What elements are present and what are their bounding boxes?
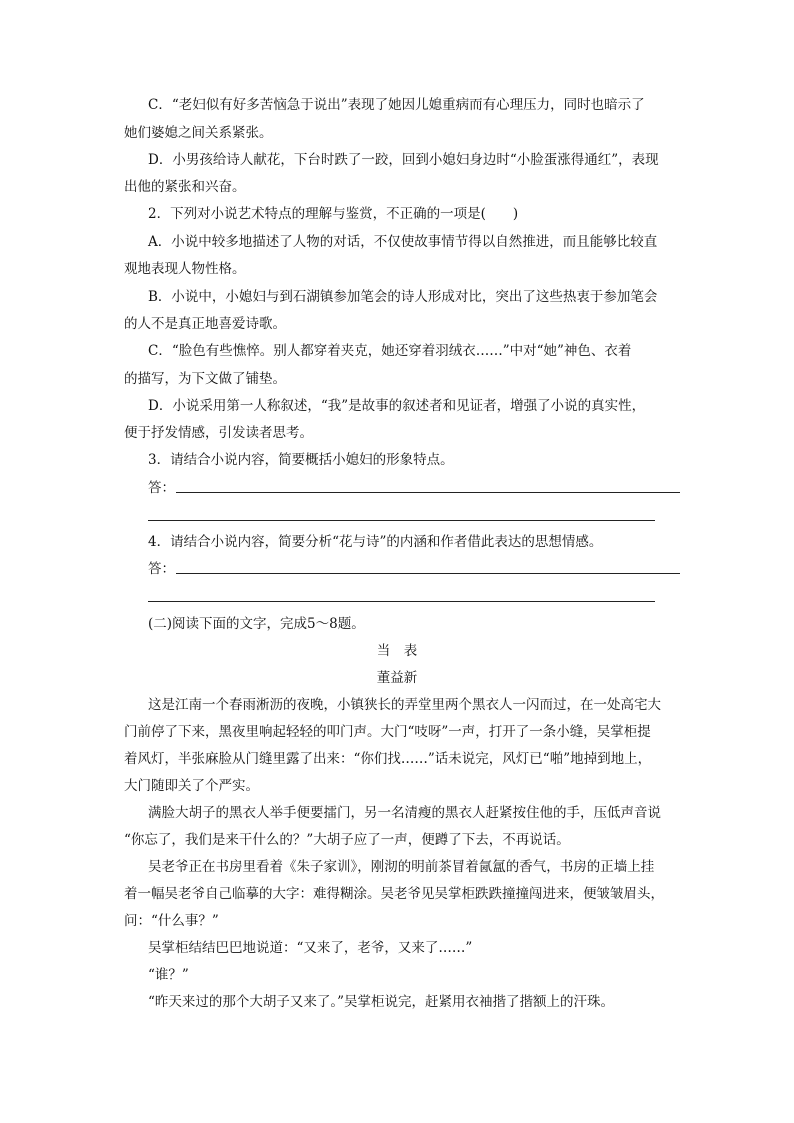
q4-answer-label: 答：	[148, 561, 175, 577]
story-p1-line3: 着风灯，半张麻脸从门缝里露了出来：“你们找……”话未说完，风灯已“啪”地掉到地上，	[124, 751, 652, 767]
story-p5: “谁？”	[148, 967, 189, 983]
q4-answer-line-1[interactable]	[176, 573, 680, 574]
story-p2-line1: 满脸大胡子的黑衣人举手便要擂门，另一名清瘦的黑衣人赶紧按住他的手，压低声音说	[148, 805, 661, 821]
story-p3-line1: 吴老爷正在书房里看着《朱子家训》，刚沏的明前茶冒着氤氲的香气，书房的正墙上挂	[148, 859, 655, 875]
story-p2-line2: “你忘了，我们是来干什么的？”大胡子应了一声，便蹲了下去，不再说话。	[124, 832, 570, 848]
q2-option-c-line2: 的描写，为下文做了铺垫。	[124, 371, 286, 387]
story-author: 董益新	[376, 670, 418, 686]
story-p1-line2: 门前停了下来，黑夜里响起轻轻的叩门声。大门“吱呀”一声，打开了一条小缝，吴掌柜提	[124, 724, 651, 740]
story-p4: 吴掌柜结结巴巴地说道：“又来了，老爷，又来了……”	[148, 940, 473, 956]
q4-stem: 4．请结合小说内容，简要分析“花与诗”的内涵和作者借此表达的思想情感。	[148, 534, 603, 550]
q2-option-a-line2: 观地表现人物性格。	[124, 261, 246, 277]
q3-stem: 3．请结合小说内容，简要概括小媳妇的形象特点。	[148, 452, 454, 468]
q2-option-d-line2: 便于抒发情感，引发读者思考。	[124, 425, 313, 441]
q1-option-d-line2: 出他的紧张和兴奋。	[124, 179, 246, 195]
story-title: 当 表	[376, 643, 418, 659]
q2-option-d-line1: D．小说采用第一人称叙述，“我”是故事的叙述者和见证者，增强了小说的真实性，	[148, 398, 646, 414]
q3-answer-label: 答：	[148, 480, 175, 496]
section2-intro: (二)阅读下面的文字，完成5～8题。	[148, 616, 365, 632]
q2-option-a-line1: A．小说中较多地描述了人物的对话，不仅使故事情节得以自然推进，而且能够比较直	[148, 234, 658, 250]
story-p3-line3: 问：“什么事？”	[124, 913, 219, 929]
q4-answer-line-2[interactable]	[148, 601, 655, 602]
q2-stem: 2．下列对小说艺术特点的理解与鉴赏，不正确的一项是( )	[148, 206, 519, 222]
q3-answer-line-1[interactable]	[176, 492, 680, 493]
story-p1-line1: 这是江南一个春雨淅沥的夜晚，小镇狭长的弄堂里两个黑衣人一闪而过，在一处高宅大	[148, 697, 661, 713]
q1-option-d-line1: D．小男孩给诗人献花，下台时跌了一跤，回到小媳妇身边时“小脸蛋涨得通红”，表现	[148, 152, 659, 168]
story-p6: “昨天来过的那个大胡子又来了。”吴掌柜说完，赶紧用衣袖揩了揩额上的汗珠。	[148, 994, 615, 1010]
q1-option-c-line1: C．“老妇似有好多苦恼急于说出”表现了她因儿媳重病而有心理压力，同时也暗示了	[148, 97, 645, 113]
story-p3-line2: 着一幅吴老爷自己临摹的大字：难得糊涂。吴老爷见吴掌柜跌跌撞撞闯进来，便皱皱眉头，	[124, 886, 664, 902]
q2-option-c-line1: C．“脸色有些憔悴。别人都穿着夹克，她还穿着羽绒衣……”中对“她”神色、衣着	[148, 343, 632, 359]
q2-option-b-line2: 的人不是真正地喜爱诗歌。	[124, 316, 286, 332]
q1-option-c-line2: 她们婆媳之间关系紧张。	[124, 125, 273, 141]
q2-option-b-line1: B．小说中，小媳妇与到石湖镇参加笔会的诗人形成对比，突出了这些热衷于参加笔会	[148, 289, 658, 305]
q3-answer-line-2[interactable]	[148, 520, 655, 521]
story-p1-line4: 大门随即关了个严实。	[124, 778, 259, 794]
